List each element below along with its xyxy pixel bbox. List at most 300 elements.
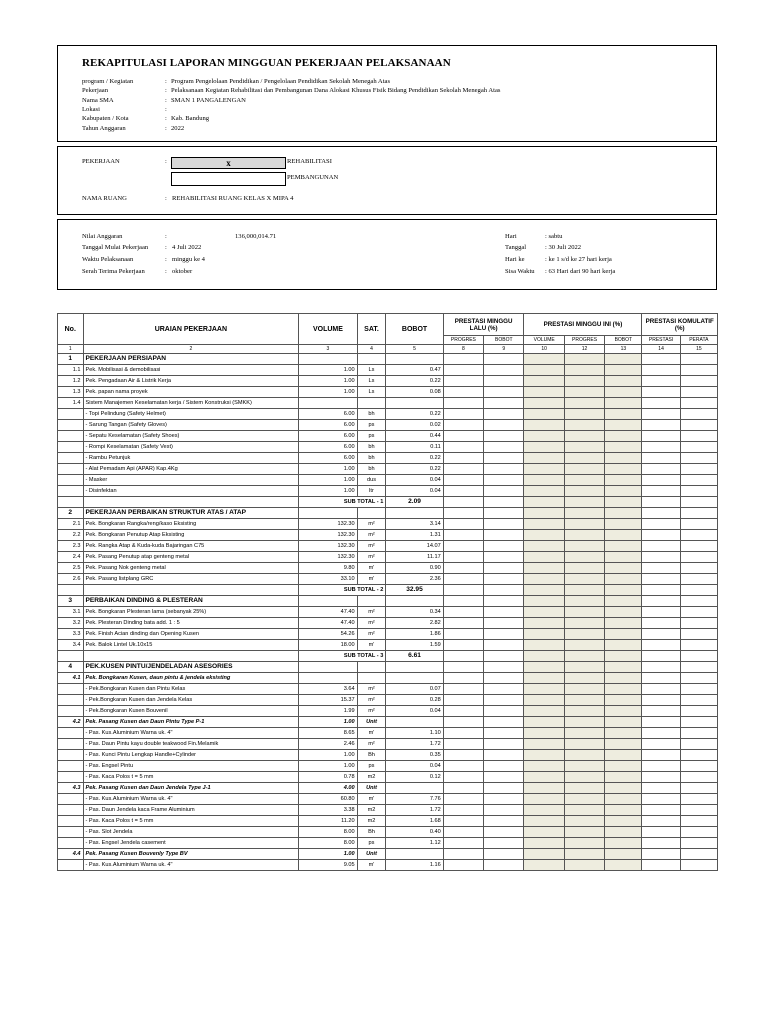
- bobot-ini-cell: [605, 750, 642, 761]
- volume-ini-cell: [524, 816, 564, 827]
- meta-row: [82, 125, 702, 133]
- bobot-cell: 2.82: [386, 618, 443, 629]
- perata-kumulatif-cell: [680, 574, 717, 585]
- subheader-progres: PROGRES: [564, 336, 604, 345]
- bobot-ini-cell: [605, 607, 642, 618]
- unit-cell: bh: [357, 453, 386, 464]
- perata-kumulatif-cell: [680, 849, 717, 860]
- bobot-ini-cell: [605, 772, 642, 783]
- bobot-cell: 3.14: [386, 519, 443, 530]
- subtotal-spacer: [83, 585, 299, 596]
- uraian-cell: - Pas. Kus.Aluminium Warna uk. 4": [83, 728, 299, 739]
- perata-kumulatif-cell: [680, 761, 717, 772]
- bobot-cell: 0.22: [386, 453, 443, 464]
- prestasi-kumulatif-cell: [642, 541, 680, 552]
- perata-kumulatif-cell: [680, 618, 717, 629]
- bobot-ini-cell: [605, 497, 642, 508]
- perata-kumulatif-cell: [680, 739, 717, 750]
- bobot-cell: 0.90: [386, 563, 443, 574]
- volume-cell: 1.00: [299, 475, 357, 486]
- row-number: [58, 453, 84, 464]
- progres-lalu-cell: [443, 508, 483, 519]
- rehabilitasi-checkbox[interactable]: [171, 157, 286, 169]
- prestasi-kumulatif-cell: [642, 574, 680, 585]
- progres-lalu-cell: [443, 475, 483, 486]
- bobot-cell: 0.04: [386, 706, 443, 717]
- meta-value: Kab. Bandung: [171, 115, 210, 123]
- header-prestasi-lalu: PRESTASI MINGGU LALU (%): [443, 314, 524, 336]
- progres-ini-cell: [564, 541, 604, 552]
- header-sat: SAT.: [357, 314, 386, 345]
- uraian-cell: - Topi Pelindung (Safety Helmet): [83, 409, 299, 420]
- bobot-ini-cell: [605, 420, 642, 431]
- bobot-ini-cell: [605, 552, 642, 563]
- uraian-cell: Pek. Bongkaran Rangka/reng/kaso Eksisting: [83, 519, 299, 530]
- prestasi-kumulatif-cell: [642, 387, 680, 398]
- prestasi-kumulatif-cell: [642, 497, 680, 508]
- column-number: 4: [357, 345, 386, 354]
- unit-cell: ps: [357, 420, 386, 431]
- bobot-ini-cell: [605, 508, 642, 519]
- perata-kumulatif-cell: [680, 684, 717, 695]
- progres-ini-cell: [564, 442, 604, 453]
- progres-lalu-cell: [443, 618, 483, 629]
- prestasi-kumulatif-cell: [642, 398, 680, 409]
- nama-ruang-value: REHABILITASI RUANG KELAS X MIPA 4: [172, 195, 294, 202]
- bobot-ini-cell: [605, 574, 642, 585]
- nilai-anggaran-label: Nilai Anggaran: [82, 233, 123, 240]
- bobot-cell: [386, 717, 443, 728]
- perata-kumulatif-cell: [680, 552, 717, 563]
- uraian-cell: Pek. Pengadaan Air & Listrik Kerja: [83, 376, 299, 387]
- bobot-ini-cell: [605, 695, 642, 706]
- volume-cell: 1.00: [299, 750, 357, 761]
- progres-lalu-cell: [443, 409, 483, 420]
- progres-ini-cell: [564, 497, 604, 508]
- subtotal-spacer: [83, 497, 299, 508]
- unit-cell: m': [357, 860, 386, 871]
- perata-kumulatif-cell: [680, 508, 717, 519]
- volume-ini-cell: [524, 486, 564, 497]
- progres-ini-cell: [564, 794, 604, 805]
- header-bobot: BOBOT: [386, 314, 443, 345]
- meta-row: [82, 97, 702, 105]
- bobot-lalu-cell: [484, 706, 524, 717]
- bobot-ini-cell: [605, 398, 642, 409]
- progres-ini-cell: [564, 651, 604, 662]
- table-row: [58, 607, 718, 618]
- row-number: [58, 475, 84, 486]
- prestasi-kumulatif-cell: [642, 706, 680, 717]
- prestasi-kumulatif-cell: [642, 365, 680, 376]
- bobot-lalu-cell: [484, 420, 524, 431]
- bobot-ini-cell: [605, 585, 642, 596]
- row-number: [58, 706, 84, 717]
- perata-kumulatif-cell: [680, 376, 717, 387]
- progres-lalu-cell: [443, 673, 483, 684]
- volume-ini-cell: [524, 574, 564, 585]
- bobot-ini-cell: [605, 849, 642, 860]
- info-box: [57, 219, 717, 290]
- progres-lalu-cell: [443, 706, 483, 717]
- bobot-lalu-cell: [484, 728, 524, 739]
- bobot-cell: [386, 662, 443, 673]
- progres-ini-cell: [564, 409, 604, 420]
- bobot-ini-cell: [605, 684, 642, 695]
- uraian-cell: Pek. papan nama proyek: [83, 387, 299, 398]
- serah-terima-colon: :: [165, 268, 167, 275]
- meta-label: Tahun Anggaran: [82, 124, 126, 132]
- uraian-cell: - Disinfektan: [83, 486, 299, 497]
- uraian-cell: Pek. Balok Lintel Uk.10x15: [83, 640, 299, 651]
- bobot-ini-cell: [605, 794, 642, 805]
- volume-cell: 6.00: [299, 431, 357, 442]
- table-row: [58, 563, 718, 574]
- meta-row: [82, 87, 702, 95]
- bobot-ini-cell: [605, 860, 642, 871]
- tanggal-mulai-label: Tanggal Mulai Pekerjaan: [82, 244, 149, 251]
- uraian-cell: Pek. Bongkaran Kusen, daun pintu & jendela eksisting: [83, 673, 299, 684]
- uraian-cell: - Pas. Slot Jendela: [83, 827, 299, 838]
- volume-cell: 15.37: [299, 695, 357, 706]
- perata-kumulatif-cell: [680, 728, 717, 739]
- uraian-cell: Pek. Finish Acian dinding dan Opening Kusen: [83, 629, 299, 640]
- subheader-bobot: BOBOT: [484, 336, 524, 345]
- section-title: PERBAIKAN DINDING & PLESTERAN: [83, 596, 299, 607]
- meta-value: Pelaksanaan Kegiatan Rehabilitasi dan Pembangunan Dana Alokasi Khusus Fisik Bidang Pendidikan Sekolah Menegah Atas: [171, 87, 501, 95]
- progres-lalu-cell: [443, 398, 483, 409]
- header-volume: VOLUME: [299, 314, 357, 345]
- table-row: [58, 398, 718, 409]
- perata-kumulatif-cell: [680, 662, 717, 673]
- tanggal-mulai-value: 4 Juli 2022: [172, 244, 202, 251]
- subheader-volume: VOLUME: [524, 336, 564, 345]
- tanggal-mulai-colon: :: [165, 244, 167, 251]
- bobot-ini-cell: [605, 838, 642, 849]
- progres-lalu-cell: [443, 772, 483, 783]
- volume-ini-cell: [524, 541, 564, 552]
- progres-ini-cell: [564, 849, 604, 860]
- progres-lalu-cell: [443, 541, 483, 552]
- progres-lalu-cell: [443, 376, 483, 387]
- perata-kumulatif-cell: [680, 695, 717, 706]
- table-row: [58, 486, 718, 497]
- rekap-table: [57, 313, 718, 871]
- progres-lalu-cell: [443, 794, 483, 805]
- subtotal-row: [58, 585, 718, 596]
- prestasi-kumulatif-cell: [642, 376, 680, 387]
- volume-cell: 8.00: [299, 827, 357, 838]
- table-row: [58, 618, 718, 629]
- volume-ini-cell: [524, 772, 564, 783]
- volume-cell: [299, 398, 357, 409]
- bobot-lalu-cell: [484, 717, 524, 728]
- progres-lalu-cell: [443, 739, 483, 750]
- progres-ini-cell: [564, 805, 604, 816]
- bobot-ini-cell: [605, 486, 642, 497]
- bobot-lalu-cell: [484, 783, 524, 794]
- meta-value: 2022: [171, 124, 185, 132]
- row-number: [58, 816, 84, 827]
- progres-lalu-cell: [443, 761, 483, 772]
- bobot-cell: 1.68: [386, 816, 443, 827]
- prestasi-kumulatif-cell: [642, 530, 680, 541]
- volume-ini-cell: [524, 860, 564, 871]
- progres-lalu-cell: [443, 662, 483, 673]
- section-row: [58, 508, 718, 519]
- volume-ini-cell: [524, 563, 564, 574]
- perata-kumulatif-cell: [680, 596, 717, 607]
- perata-kumulatif-cell: [680, 354, 717, 365]
- bobot-lalu-cell: [484, 486, 524, 497]
- pembangunan-option-label: PEMBANGUNAN: [287, 174, 339, 181]
- volume-cell: 132.30: [299, 552, 357, 563]
- progres-lalu-cell: [443, 354, 483, 365]
- volume-ini-cell: [524, 739, 564, 750]
- unit-cell: Ls: [357, 376, 386, 387]
- bobot-ini-cell: [605, 761, 642, 772]
- bobot-ini-cell: [605, 783, 642, 794]
- volume-cell: 132.30: [299, 530, 357, 541]
- uraian-cell: Sistem Manajemen Keselamatan kerja / Sistem Konstruksi (SMKK): [83, 398, 299, 409]
- prestasi-kumulatif-cell: [642, 783, 680, 794]
- waktu-pelaksanaan-value: minggu ke 4: [172, 256, 205, 263]
- volume-cell: [299, 673, 357, 684]
- volume-ini-cell: [524, 409, 564, 420]
- subtotal-row: [58, 497, 718, 508]
- pekerjaan-box: [57, 146, 717, 215]
- row-number: 4.1: [58, 673, 84, 684]
- hari-ke-value: : ke 1 s/d ke 27 hari kerja: [545, 256, 612, 263]
- unit-cell: [357, 662, 386, 673]
- uraian-cell: - Pek.Bongkaran Kusen dan Pintu Kelas: [83, 684, 299, 695]
- progres-lalu-cell: [443, 607, 483, 618]
- row-number: 1.1: [58, 365, 84, 376]
- progres-ini-cell: [564, 783, 604, 794]
- bobot-lalu-cell: [484, 431, 524, 442]
- progres-lalu-cell: [443, 827, 483, 838]
- volume-ini-cell: [524, 849, 564, 860]
- progres-ini-cell: [564, 607, 604, 618]
- unit-cell: ltr: [357, 486, 386, 497]
- progres-ini-cell: [564, 574, 604, 585]
- bobot-ini-cell: [605, 365, 642, 376]
- bobot-lalu-cell: [484, 497, 524, 508]
- unit-cell: m2: [357, 772, 386, 783]
- prestasi-kumulatif-cell: [642, 816, 680, 827]
- table-row: [58, 409, 718, 420]
- perata-kumulatif-cell: [680, 838, 717, 849]
- perata-kumulatif-cell: [680, 563, 717, 574]
- bobot-lalu-cell: [484, 365, 524, 376]
- bobot-lalu-cell: [484, 563, 524, 574]
- progres-ini-cell: [564, 618, 604, 629]
- prestasi-kumulatif-cell: [642, 640, 680, 651]
- pembangunan-checkbox[interactable]: [171, 172, 286, 186]
- column-number: 12: [564, 345, 604, 354]
- unit-cell: m': [357, 794, 386, 805]
- subheader-bobot: BOBOT: [605, 336, 642, 345]
- subtotal-label: SUB TOTAL - 3: [299, 651, 386, 662]
- table-row: [58, 464, 718, 475]
- table-row: [58, 805, 718, 816]
- subsection-row: [58, 849, 718, 860]
- perata-kumulatif-cell: [680, 420, 717, 431]
- progres-lalu-cell: [443, 684, 483, 695]
- unit-cell: m2: [357, 816, 386, 827]
- progres-ini-cell: [564, 827, 604, 838]
- bobot-lalu-cell: [484, 376, 524, 387]
- perata-kumulatif-cell: [680, 717, 717, 728]
- progres-lalu-cell: [443, 695, 483, 706]
- volume-cell: 2.46: [299, 739, 357, 750]
- bobot-ini-cell: [605, 827, 642, 838]
- prestasi-kumulatif-cell: [642, 563, 680, 574]
- perata-kumulatif-cell: [680, 431, 717, 442]
- bobot-lalu-cell: [484, 761, 524, 772]
- section-row: [58, 596, 718, 607]
- progres-ini-cell: [564, 475, 604, 486]
- volume-ini-cell: [524, 398, 564, 409]
- bobot-lalu-cell: [484, 398, 524, 409]
- table-row: [58, 706, 718, 717]
- unit-cell: [357, 673, 386, 684]
- bobot-lalu-cell: [484, 585, 524, 596]
- bobot-lalu-cell: [484, 673, 524, 684]
- section-title: PEK.KUSEN PINTU/JENDELADAN ASESORIES: [83, 662, 299, 673]
- progres-ini-cell: [564, 519, 604, 530]
- volume-cell: 1.00: [299, 387, 357, 398]
- meta-colon: :: [165, 115, 167, 123]
- progres-ini-cell: [564, 376, 604, 387]
- volume-cell: 8.00: [299, 838, 357, 849]
- rehabilitasi-option-label: REHABILITASI: [287, 158, 332, 165]
- bobot-lalu-cell: [484, 640, 524, 651]
- unit-cell: ps: [357, 761, 386, 772]
- unit-cell: m²: [357, 739, 386, 750]
- waktu-pelaksanaan-colon: :: [165, 256, 167, 263]
- prestasi-kumulatif-cell: [642, 772, 680, 783]
- bobot-ini-cell: [605, 563, 642, 574]
- prestasi-kumulatif-cell: [642, 695, 680, 706]
- volume-cell: 1.00: [299, 717, 357, 728]
- progres-ini-cell: [564, 486, 604, 497]
- progres-lalu-cell: [443, 728, 483, 739]
- unit-cell: Ls: [357, 387, 386, 398]
- perata-kumulatif-cell: [680, 453, 717, 464]
- unit-cell: Bh: [357, 827, 386, 838]
- nilai-anggaran-value: 136,000,014.71: [235, 233, 277, 240]
- prestasi-kumulatif-cell: [642, 596, 680, 607]
- progres-lalu-cell: [443, 640, 483, 651]
- column-number: 8: [443, 345, 483, 354]
- table-row: [58, 420, 718, 431]
- row-number: 1.2: [58, 376, 84, 387]
- bobot-ini-cell: [605, 717, 642, 728]
- meta-row: [82, 106, 702, 114]
- bobot-cell: 0.35: [386, 750, 443, 761]
- progres-ini-cell: [564, 695, 604, 706]
- volume-ini-cell: [524, 805, 564, 816]
- row-number: 2: [58, 508, 84, 519]
- table-row: [58, 453, 718, 464]
- volume-cell: 1.00: [299, 464, 357, 475]
- volume-ini-cell: [524, 695, 564, 706]
- table-row: [58, 838, 718, 849]
- unit-cell: dus: [357, 475, 386, 486]
- volume-cell: 11.20: [299, 816, 357, 827]
- row-number: [58, 409, 84, 420]
- bobot-cell: 0.34: [386, 607, 443, 618]
- progres-ini-cell: [564, 816, 604, 827]
- unit-cell: m²: [357, 530, 386, 541]
- volume-cell: 47.40: [299, 607, 357, 618]
- row-number: [58, 761, 84, 772]
- unit-cell: bh: [357, 464, 386, 475]
- unit-cell: m': [357, 574, 386, 585]
- unit-cell: [357, 398, 386, 409]
- bobot-cell: 0.04: [386, 761, 443, 772]
- meta-colon: :: [165, 78, 167, 85]
- progres-ini-cell: [564, 420, 604, 431]
- prestasi-kumulatif-cell: [642, 629, 680, 640]
- row-number: 2.4: [58, 552, 84, 563]
- bobot-lalu-cell: [484, 739, 524, 750]
- volume-cell: 6.00: [299, 420, 357, 431]
- volume-cell: 6.00: [299, 442, 357, 453]
- volume-cell: [299, 596, 357, 607]
- volume-ini-cell: [524, 497, 564, 508]
- volume-ini-cell: [524, 508, 564, 519]
- bobot-ini-cell: [605, 673, 642, 684]
- uraian-cell: - Pas. Engsel Pintu: [83, 761, 299, 772]
- row-number: [58, 728, 84, 739]
- bobot-cell: 0.44: [386, 431, 443, 442]
- row-number: 4.3: [58, 783, 84, 794]
- uraian-cell: - Masker: [83, 475, 299, 486]
- progres-lalu-cell: [443, 750, 483, 761]
- bobot-ini-cell: [605, 519, 642, 530]
- bobot-lalu-cell: [484, 838, 524, 849]
- bobot-cell: 1.72: [386, 805, 443, 816]
- volume-ini-cell: [524, 552, 564, 563]
- bobot-ini-cell: [605, 541, 642, 552]
- bobot-cell: 1.31: [386, 530, 443, 541]
- serah-terima-value: oktober: [172, 268, 193, 275]
- uraian-cell: - Pas. Kaca Polos t = 5 mm: [83, 816, 299, 827]
- prestasi-kumulatif-cell: [642, 750, 680, 761]
- bobot-lalu-cell: [484, 541, 524, 552]
- row-number: [58, 497, 84, 508]
- progres-lalu-cell: [443, 387, 483, 398]
- prestasi-kumulatif-cell: [642, 684, 680, 695]
- progres-lalu-cell: [443, 431, 483, 442]
- row-number: 1.4: [58, 398, 84, 409]
- perata-kumulatif-cell: [680, 629, 717, 640]
- volume-ini-cell: [524, 706, 564, 717]
- table-row: [58, 640, 718, 651]
- unit-cell: Bh: [357, 750, 386, 761]
- hari-ke-label: Hari ke: [505, 256, 525, 263]
- progres-ini-cell: [564, 431, 604, 442]
- perata-kumulatif-cell: [680, 783, 717, 794]
- volume-cell: 132.30: [299, 541, 357, 552]
- bobot-ini-cell: [605, 431, 642, 442]
- bobot-lalu-cell: [484, 354, 524, 365]
- bobot-ini-cell: [605, 442, 642, 453]
- volume-ini-cell: [524, 387, 564, 398]
- perata-kumulatif-cell: [680, 772, 717, 783]
